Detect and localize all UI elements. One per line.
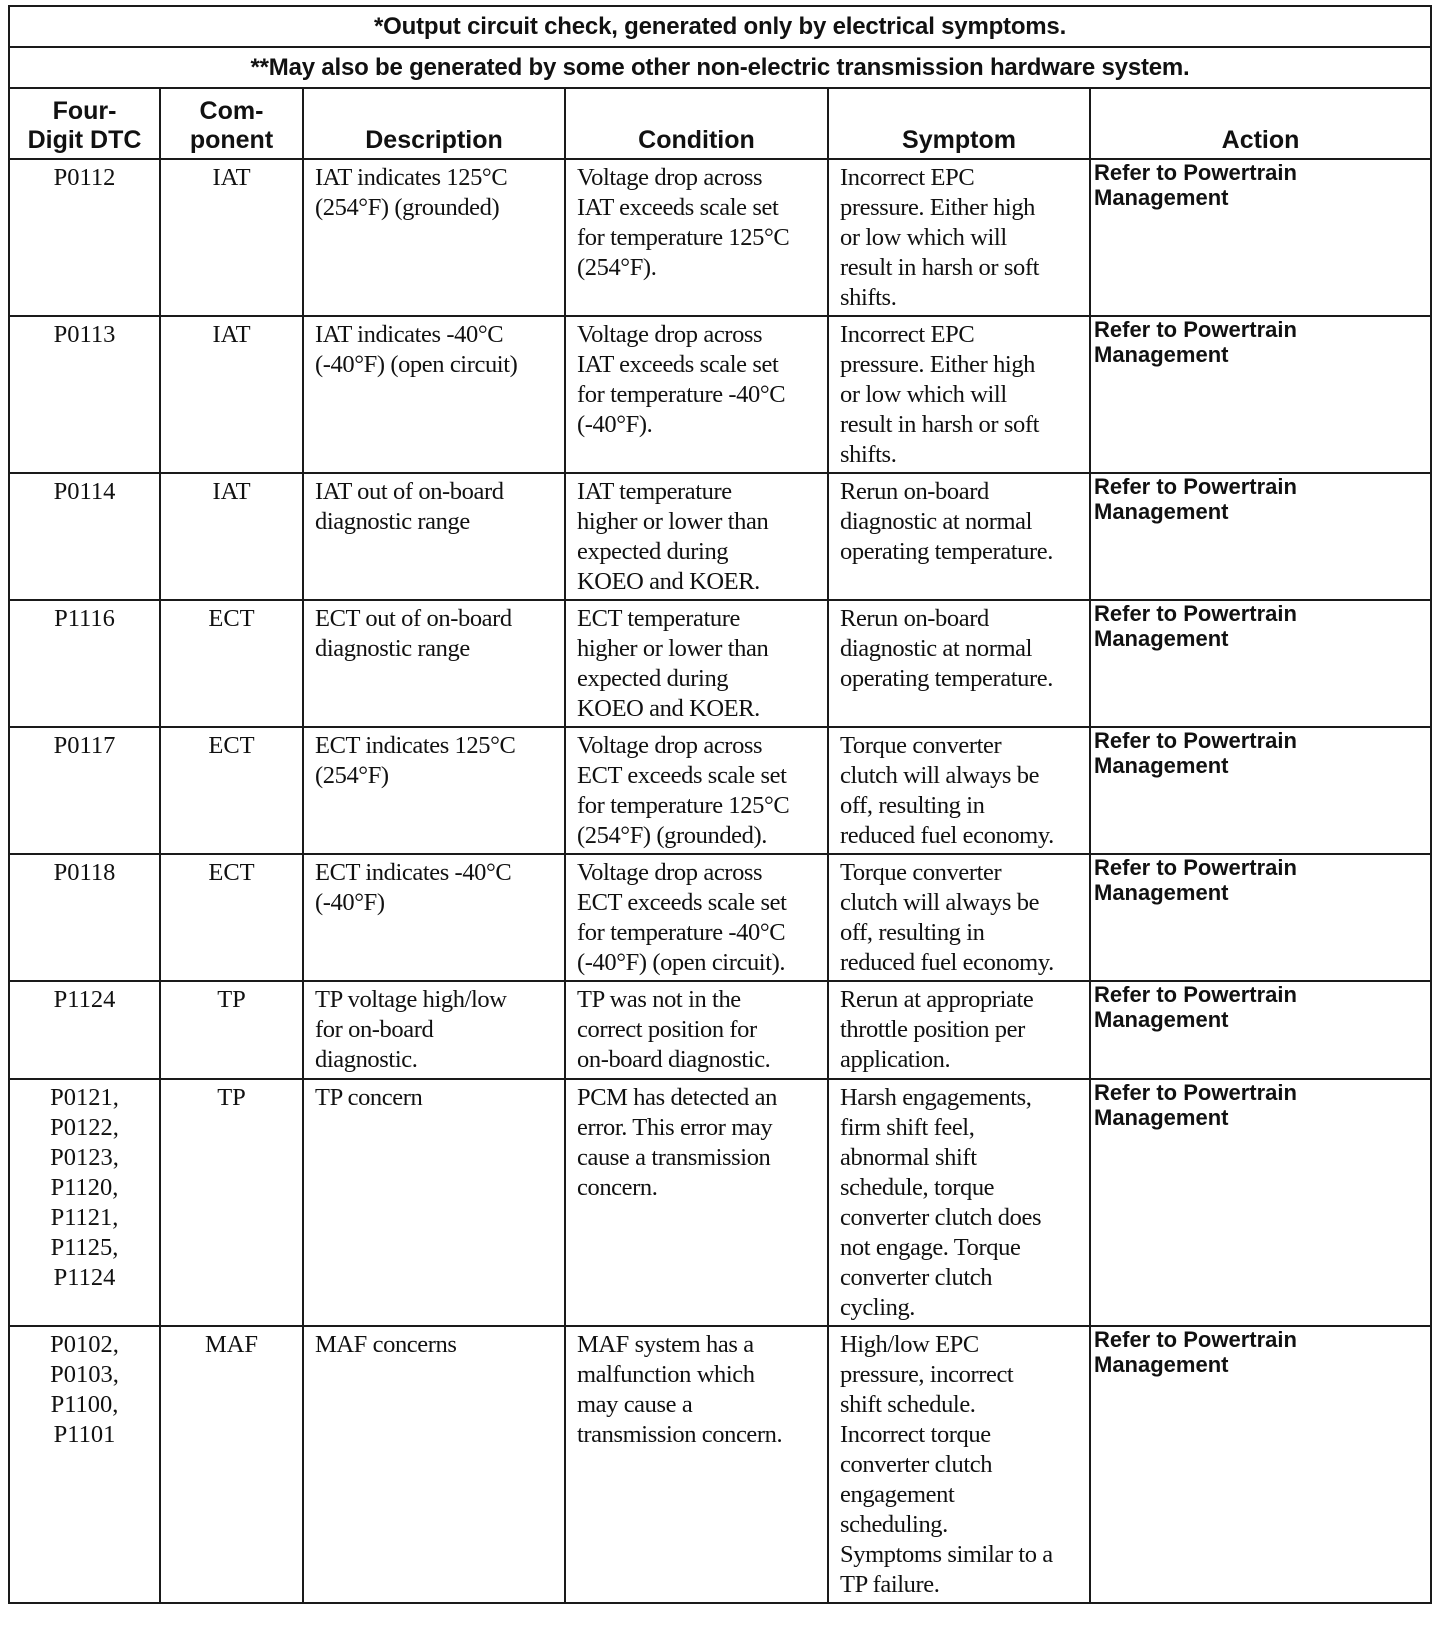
symptom-cell-line: shift schedule. xyxy=(840,1391,976,1418)
table-header xyxy=(9,6,1431,159)
condition-cell-line: transmission concern. xyxy=(577,1421,783,1448)
action-cell-line: Refer to Powertrain xyxy=(1094,855,1297,880)
symptom-cell-line: converter clutch xyxy=(840,1451,993,1478)
condition-cell-line: cause a transmission xyxy=(577,1144,771,1171)
note-row xyxy=(9,47,1431,88)
condition-cell-line: MAF system has a xyxy=(577,1331,754,1358)
condition-cell-line: ECT temperature xyxy=(577,605,740,632)
condition-cell-line: PCM has detected an xyxy=(577,1084,777,1111)
description-cell-line: diagnostic range xyxy=(315,508,470,535)
condition-cell xyxy=(565,1079,828,1326)
component-cell: ECT xyxy=(160,727,303,854)
component-cell: IAT xyxy=(160,159,303,316)
description-cell xyxy=(303,316,565,473)
header-dtc-line: Four- xyxy=(52,97,117,125)
action-cell-line: Management xyxy=(1094,753,1229,778)
condition-cell-line: for temperature -40°C xyxy=(577,919,786,946)
dtc-cell-line: P0123, xyxy=(50,1144,119,1171)
symptom-cell-line: firm shift feel, xyxy=(840,1114,975,1141)
description-cell-line: ECT out of on-board xyxy=(315,605,512,632)
dtc-table xyxy=(8,5,1432,1604)
table-row xyxy=(9,159,1431,316)
condition-cell-line: for temperature 125°C xyxy=(577,792,790,819)
condition-cell-line: KOEO and KOER. xyxy=(577,695,760,722)
condition-cell xyxy=(565,473,828,600)
condition-cell-line: may cause a xyxy=(577,1391,693,1418)
symptom-cell-line: converter clutch does xyxy=(840,1204,1042,1231)
header-symptom: Symptom xyxy=(828,88,1090,159)
dtc-cell-line: P1120, xyxy=(50,1174,119,1201)
action-cell xyxy=(1090,1079,1431,1326)
symptom-cell-line: shifts. xyxy=(840,284,897,311)
header-condition: Condition xyxy=(565,88,828,159)
condition-cell-line: for temperature -40°C xyxy=(577,381,786,408)
symptom-cell-line: pressure. Either high xyxy=(840,194,1036,221)
symptom-cell-line: not engage. Torque xyxy=(840,1234,1021,1261)
symptom-cell-line: engagement xyxy=(840,1481,955,1508)
symptom-cell-line: Harsh engagements, xyxy=(840,1084,1032,1111)
condition-cell xyxy=(565,316,828,473)
header-component-line: Com- xyxy=(199,97,264,125)
component-cell: TP xyxy=(160,981,303,1079)
action-cell xyxy=(1090,316,1431,473)
action-cell-line: Management xyxy=(1094,1105,1229,1130)
header-description: Description xyxy=(303,88,565,159)
action-cell xyxy=(1090,600,1431,727)
symptom-cell xyxy=(828,1079,1090,1326)
symptom-cell xyxy=(828,854,1090,981)
condition-cell xyxy=(565,600,828,727)
symptom-cell-line: cycling. xyxy=(840,1294,916,1321)
table-row xyxy=(9,316,1431,473)
dtc-cell xyxy=(9,854,160,981)
component-cell: MAF xyxy=(160,1326,303,1603)
dtc-cell xyxy=(9,473,160,600)
description-cell-line: TP voltage high/low xyxy=(315,986,507,1013)
symptom-cell-line: clutch will always be xyxy=(840,762,1040,789)
header-action: Action xyxy=(1090,88,1431,159)
symptom-cell-line: TP failure. xyxy=(840,1571,940,1598)
condition-cell xyxy=(565,1326,828,1603)
dtc-cell-line: P0118 xyxy=(53,859,116,886)
dtc-cell-line: P1124 xyxy=(53,986,116,1013)
condition-cell-line: TP was not in the xyxy=(577,986,741,1013)
component-cell: ECT xyxy=(160,600,303,727)
condition-cell-line: Voltage drop across xyxy=(577,321,763,348)
header-dtc-line: Digit DTC xyxy=(27,126,142,154)
dtc-cell-line: P0114 xyxy=(53,478,116,505)
description-cell-line: IAT out of on-board xyxy=(315,478,504,505)
symptom-cell-line: Torque converter xyxy=(840,859,1002,886)
symptom-cell-line: scheduling. xyxy=(840,1511,948,1538)
symptom-cell-line: operating temperature. xyxy=(840,665,1053,692)
action-cell xyxy=(1090,854,1431,981)
symptom-cell-line: reduced fuel economy. xyxy=(840,822,1054,849)
table-row xyxy=(9,854,1431,981)
dtc-cell xyxy=(9,1326,160,1603)
description-cell-line: IAT indicates -40°C xyxy=(315,321,504,348)
description-cell-line: for on-board xyxy=(315,1016,434,1043)
table-row xyxy=(9,1079,1431,1326)
symptom-cell-line: throttle position per xyxy=(840,1016,1025,1043)
symptom-cell-line: Rerun at appropriate xyxy=(840,986,1034,1013)
action-cell-line: Refer to Powertrain xyxy=(1094,1327,1297,1352)
symptom-cell-line: shifts. xyxy=(840,441,897,468)
symptom-cell-line: application. xyxy=(840,1046,951,1073)
dtc-cell-line: P1125, xyxy=(50,1234,119,1261)
non-electric-note: **May also be generated by some other non-electric transmission hardware system. xyxy=(9,47,1431,88)
dtc-cell xyxy=(9,981,160,1079)
condition-cell-line: malfunction which xyxy=(577,1361,755,1388)
dtc-cell xyxy=(9,727,160,854)
table-row xyxy=(9,1326,1431,1603)
table-body xyxy=(9,159,1431,1603)
table-row xyxy=(9,473,1431,600)
dtc-cell-line: P1121, xyxy=(50,1204,119,1231)
dtc-cell xyxy=(9,1079,160,1326)
description-cell-line: diagnostic. xyxy=(315,1046,418,1073)
component-cell: TP xyxy=(160,1079,303,1326)
condition-cell-line: IAT exceeds scale set xyxy=(577,351,779,378)
component-cell: IAT xyxy=(160,316,303,473)
description-cell-line: ECT indicates -40°C xyxy=(315,859,512,886)
condition-cell-line: (-40°F) (open circuit). xyxy=(577,949,786,976)
description-cell-line: diagnostic range xyxy=(315,635,470,662)
condition-cell-line: higher or lower than xyxy=(577,635,769,662)
action-cell-line: Management xyxy=(1094,499,1229,524)
condition-cell-line: (-40°F). xyxy=(577,411,653,438)
symptom-cell-line: schedule, torque xyxy=(840,1174,995,1201)
condition-cell-line: higher or lower than xyxy=(577,508,769,535)
condition-cell-line: expected during xyxy=(577,665,729,692)
action-cell xyxy=(1090,981,1431,1079)
symptom-cell xyxy=(828,316,1090,473)
action-cell xyxy=(1090,159,1431,316)
condition-cell-line: IAT temperature xyxy=(577,478,732,505)
header-dtc xyxy=(9,88,160,159)
description-cell xyxy=(303,854,565,981)
dtc-cell xyxy=(9,159,160,316)
symptom-cell-line: operating temperature. xyxy=(840,538,1053,565)
dtc-cell xyxy=(9,316,160,473)
symptom-cell-line: abnormal shift xyxy=(840,1144,977,1171)
dtc-cell-line: P0112 xyxy=(53,164,116,191)
description-cell xyxy=(303,159,565,316)
table-row xyxy=(9,727,1431,854)
action-cell-line: Refer to Powertrain xyxy=(1094,982,1297,1007)
action-cell-line: Refer to Powertrain xyxy=(1094,601,1297,626)
action-cell-line: Management xyxy=(1094,1352,1229,1377)
column-header-row xyxy=(9,88,1431,159)
table-row xyxy=(9,981,1431,1079)
condition-cell-line: error. This error may xyxy=(577,1114,773,1141)
symptom-cell xyxy=(828,159,1090,316)
symptom-cell-line: reduced fuel economy. xyxy=(840,949,1054,976)
action-cell-line: Management xyxy=(1094,342,1229,367)
description-cell xyxy=(303,981,565,1079)
condition-cell-line: correct position for xyxy=(577,1016,757,1043)
condition-cell xyxy=(565,981,828,1079)
symptom-cell-line: diagnostic at normal xyxy=(840,508,1033,535)
action-cell-line: Refer to Powertrain xyxy=(1094,728,1297,753)
condition-cell-line: ECT exceeds scale set xyxy=(577,762,787,789)
header-component-line: ponent xyxy=(189,126,274,154)
symptom-cell-line: off, resulting in xyxy=(840,919,985,946)
symptom-cell xyxy=(828,981,1090,1079)
symptom-cell-line: pressure. Either high xyxy=(840,351,1036,378)
header-component xyxy=(160,88,303,159)
condition-cell-line: (254°F). xyxy=(577,254,657,281)
symptom-cell-line: Symptoms similar to a xyxy=(840,1541,1053,1568)
condition-cell-line: KOEO and KOER. xyxy=(577,568,760,595)
description-cell xyxy=(303,600,565,727)
description-cell-line: TP concern xyxy=(315,1084,423,1111)
action-cell-line: Refer to Powertrain xyxy=(1094,1080,1297,1105)
description-cell-line: ECT indicates 125°C xyxy=(315,732,516,759)
description-cell-line: (254°F) (grounded) xyxy=(315,194,500,221)
description-cell-line: (-40°F) (open circuit) xyxy=(315,351,518,378)
action-cell-line: Management xyxy=(1094,880,1229,905)
symptom-cell-line: Incorrect torque xyxy=(840,1421,991,1448)
dtc-cell-line: P0103, xyxy=(50,1361,119,1388)
symptom-cell xyxy=(828,473,1090,600)
dtc-cell-line: P1124 xyxy=(53,1264,116,1291)
action-cell xyxy=(1090,1326,1431,1603)
condition-cell xyxy=(565,727,828,854)
symptom-cell-line: or low which will xyxy=(840,381,1007,408)
condition-cell-line: concern. xyxy=(577,1174,658,1201)
dtc-cell-line: P0122, xyxy=(50,1114,119,1141)
condition-cell-line: expected during xyxy=(577,538,729,565)
description-cell-line: MAF concerns xyxy=(315,1331,457,1358)
symptom-cell-line: Incorrect EPC xyxy=(840,321,975,348)
condition-cell-line: Voltage drop across xyxy=(577,732,763,759)
condition-cell-line: on-board diagnostic. xyxy=(577,1046,771,1073)
action-cell-line: Refer to Powertrain xyxy=(1094,160,1297,185)
description-cell-line: (254°F) xyxy=(315,762,389,789)
condition-cell-line: ECT exceeds scale set xyxy=(577,889,787,916)
condition-cell-line: Voltage drop across xyxy=(577,164,763,191)
action-cell-line: Management xyxy=(1094,626,1229,651)
action-cell-line: Management xyxy=(1094,185,1229,210)
condition-cell xyxy=(565,159,828,316)
condition-cell-line: IAT exceeds scale set xyxy=(577,194,779,221)
action-cell-line: Refer to Powertrain xyxy=(1094,474,1297,499)
condition-cell xyxy=(565,854,828,981)
table-row xyxy=(9,600,1431,727)
description-cell-line: IAT indicates 125°C xyxy=(315,164,508,191)
dtc-cell-line: P1100, xyxy=(50,1391,119,1418)
symptom-cell xyxy=(828,600,1090,727)
description-cell xyxy=(303,1326,565,1603)
condition-cell-line: (254°F) (grounded). xyxy=(577,822,767,849)
symptom-cell-line: result in harsh or soft xyxy=(840,411,1040,438)
symptom-cell-line: Incorrect EPC xyxy=(840,164,975,191)
symptom-cell xyxy=(828,727,1090,854)
component-cell: IAT xyxy=(160,473,303,600)
description-cell-line: (-40°F) xyxy=(315,889,385,916)
action-cell-line: Refer to Powertrain xyxy=(1094,317,1297,342)
symptom-cell-line: clutch will always be xyxy=(840,889,1040,916)
symptom-cell-line: Rerun on-board xyxy=(840,478,989,505)
symptom-cell-line: result in harsh or soft xyxy=(840,254,1040,281)
dtc-cell-line: P1116 xyxy=(54,605,115,632)
symptom-cell-line: or low which will xyxy=(840,224,1007,251)
output-circuit-note: *Output circuit check, generated only by electrical symptoms. xyxy=(9,6,1431,47)
action-cell-line: Management xyxy=(1094,1007,1229,1032)
dtc-cell-line: P0117 xyxy=(53,732,116,759)
dtc-cell-line: P0102, xyxy=(50,1331,119,1358)
symptom-cell-line: pressure, incorrect xyxy=(840,1361,1014,1388)
condition-cell-line: Voltage drop across xyxy=(577,859,763,886)
symptom-cell-line: diagnostic at normal xyxy=(840,635,1033,662)
description-cell xyxy=(303,727,565,854)
dtc-cell-line: P1101 xyxy=(53,1421,116,1448)
component-cell: ECT xyxy=(160,854,303,981)
dtc-cell-line: P0121, xyxy=(50,1084,119,1111)
dtc-cell-line: P0113 xyxy=(53,321,116,348)
symptom-cell-line: Rerun on-board xyxy=(840,605,989,632)
symptom-cell-line: off, resulting in xyxy=(840,792,985,819)
condition-cell-line: for temperature 125°C xyxy=(577,224,790,251)
description-cell xyxy=(303,1079,565,1326)
note-row xyxy=(9,6,1431,47)
dtc-cell xyxy=(9,600,160,727)
symptom-cell-line: High/low EPC xyxy=(840,1331,979,1358)
action-cell xyxy=(1090,727,1431,854)
action-cell xyxy=(1090,473,1431,600)
symptom-cell xyxy=(828,1326,1090,1603)
symptom-cell-line: Torque converter xyxy=(840,732,1002,759)
description-cell xyxy=(303,473,565,600)
symptom-cell-line: converter clutch xyxy=(840,1264,993,1291)
